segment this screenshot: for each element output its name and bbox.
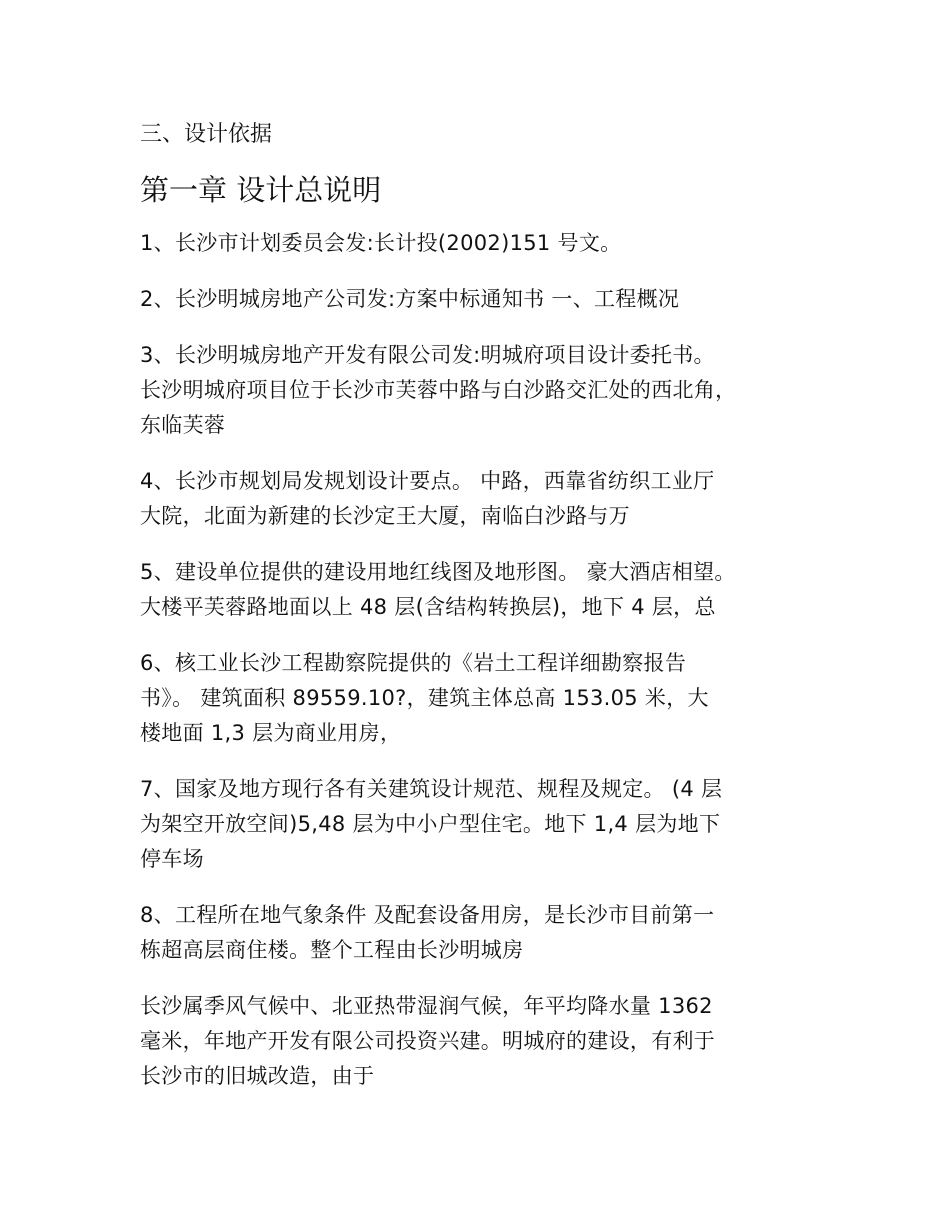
paragraph-line: 东临芙蓉 <box>140 413 226 437</box>
paragraph-line: 5、建设单位提供的建设用地红线图及地形图。 豪大酒店相望。 <box>140 560 736 584</box>
paragraph-line: 停车场 <box>140 847 204 871</box>
paragraph <box>140 898 820 968</box>
paragraph-line: 7、国家及地方现行各有关建筑设计规范、规程及规定。 (4 层 <box>140 777 723 801</box>
paragraph-line: 毫米，年地产开发有限公司投资兴建。明城府的建设，有利于 <box>140 1029 716 1053</box>
paragraph <box>140 772 820 877</box>
paragraph-line: 8、工程所在地气象条件 及配套设备用房，是长沙市目前第一 <box>140 903 715 927</box>
paragraph-line: 大院，北面为新建的长沙定王大厦，南临白沙路与万 <box>140 504 630 528</box>
paragraph <box>140 555 820 625</box>
paragraph <box>140 646 820 751</box>
document-body <box>140 226 820 1094</box>
paragraph-line: 大楼平芙蓉路地面以上 48 层(含结构转换层)，地下 4 层，总 <box>140 595 716 619</box>
chapter-title: 第一章 设计总说明 <box>140 173 382 207</box>
paragraph-line: 6、核工业长沙工程勘察院提供的《岩土工程详细勘察报告 <box>140 651 687 675</box>
paragraph-line: 楼地面 1,3 层为商业用房， <box>140 721 402 745</box>
paragraph-line: 为架空开放空间)5,48 层为中小户型住宅。地下 1,4 层为地下 <box>140 812 721 836</box>
paragraph-line: 书》。 建筑面积 89559.10?，建筑主体总高 153.05 米，大 <box>140 686 709 710</box>
paragraph <box>140 989 820 1094</box>
paragraph <box>140 464 820 534</box>
paragraph-line: 4、长沙市规划局发规划设计要点。 中路，西靠省纺织工业厅 <box>140 469 715 493</box>
paragraph-line: 1、长沙市计划委员会发:长计投(2002)151 号文。 <box>140 231 622 255</box>
paragraph-line: 长沙市的旧城改造，由于 <box>140 1064 375 1088</box>
paragraph <box>140 226 820 261</box>
section-heading: 三、设计依据 <box>140 122 273 147</box>
paragraph <box>140 282 820 317</box>
document-page <box>140 112 820 1115</box>
paragraph-line: 长沙属季风气候中、北亚热带湿润气候，年平均降水量 1362 <box>140 994 713 1018</box>
paragraph <box>140 338 820 443</box>
paragraph-line: 长沙明城府项目位于长沙市芙蓉中路与白沙路交汇处的西北角， <box>140 378 737 402</box>
paragraph-line: 2、长沙明城房地产公司发:方案中标通知书 一、工程概况 <box>140 287 680 311</box>
paragraph-line: 3、长沙明城房地产开发有限公司发:明城府项目设计委托书。 <box>140 343 715 367</box>
paragraph-line: 栋超高层商住楼。整个工程由长沙明城房 <box>140 938 524 962</box>
